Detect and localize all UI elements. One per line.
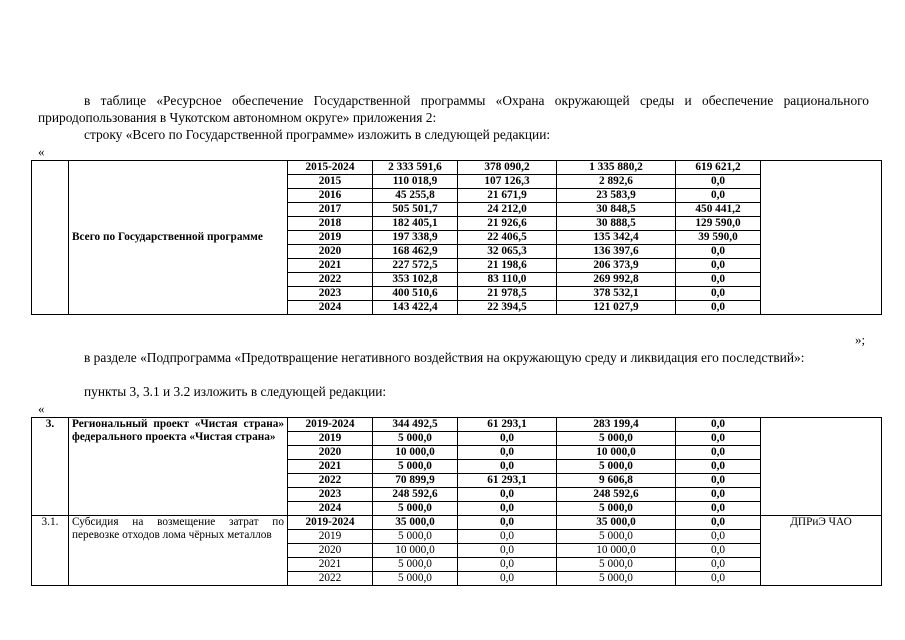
value-cell: 0,0 [676,245,761,259]
value-cell: 9 606,8 [557,474,676,488]
period-cell: 2021 [288,460,373,474]
value-cell: 0,0 [676,432,761,446]
value-cell: 135 342,4 [557,231,676,245]
value-cell: 10 000,0 [557,544,676,558]
value-cell: 35 000,0 [373,516,458,530]
value-cell: 0,0 [458,516,557,530]
value-cell: 5 000,0 [557,460,676,474]
period-cell: 2021 [288,558,373,572]
value-cell: 0,0 [676,287,761,301]
value-cell: 248 592,6 [557,488,676,502]
closing-quote: »; [855,332,866,347]
value-cell: 39 590,0 [676,231,761,245]
value-cell: 0,0 [458,488,557,502]
period-cell: 2019 [288,530,373,544]
period-cell: 2024 [288,502,373,516]
period-cell: 2021 [288,259,373,273]
paragraph-row-instruction: строку «Всего по Государственной программе» изложить в следующей редакции: [84,127,551,142]
value-cell: 5 000,0 [557,572,676,586]
value-cell: 0,0 [676,544,761,558]
value-cell: 110 018,9 [373,175,458,189]
value-cell: 0,0 [676,474,761,488]
value-cell: 0,0 [676,572,761,586]
value-cell: 5 000,0 [557,558,676,572]
value-cell: 61 293,1 [458,418,557,432]
item-name-cell: Региональный проект «Чистая страна» федерального проекта «Чистая страна» [69,418,288,516]
value-cell: 70 899,9 [373,474,458,488]
value-cell: 0,0 [458,502,557,516]
table-row [32,516,882,530]
value-cell: 24 212,0 [458,203,557,217]
value-cell: 0,0 [458,558,557,572]
value-cell: 227 572,5 [373,259,458,273]
executor-cell [761,161,882,315]
value-cell: 2 892,6 [557,175,676,189]
value-cell: 5 000,0 [373,502,458,516]
paragraph-items-instruction: пункты 3, 3.1 и 3.2 изложить в следующей редакции: [84,384,387,399]
value-cell: 0,0 [676,558,761,572]
paragraph-subprogram-section: в разделе «Подпрограмма «Предотвращение негативного воздействия на окружающую среду и ликвидация его последствий»: [84,350,805,365]
executor-cell [761,418,882,516]
value-cell: 197 338,9 [373,231,458,245]
period-cell: 2015 [288,175,373,189]
opening-quote-1: « [38,144,45,159]
value-cell: 1 335 880,2 [557,161,676,175]
total-program-table [31,160,882,315]
period-cell: 2024 [288,301,373,315]
value-cell: 0,0 [676,460,761,474]
value-cell: 5 000,0 [557,432,676,446]
value-cell: 21 926,6 [458,217,557,231]
value-cell: 30 848,5 [557,203,676,217]
period-cell: 2016 [288,189,373,203]
value-cell: 0,0 [676,273,761,287]
value-cell: 5 000,0 [373,572,458,586]
item-number-cell: 3. [32,418,69,516]
value-cell: 0,0 [458,544,557,558]
period-cell: 2020 [288,446,373,460]
period-cell: 2015-2024 [288,161,373,175]
value-cell: 0,0 [676,488,761,502]
value-cell: 206 373,9 [557,259,676,273]
period-cell: 2020 [288,245,373,259]
period-cell: 2022 [288,273,373,287]
value-cell: 450 441,2 [676,203,761,217]
value-cell: 5 000,0 [373,432,458,446]
value-cell: 0,0 [458,530,557,544]
value-cell: 505 501,7 [373,203,458,217]
value-cell: 0,0 [676,301,761,315]
value-cell: 378 090,2 [458,161,557,175]
value-cell: 35 000,0 [557,516,676,530]
value-cell: 61 293,1 [458,474,557,488]
value-cell: 10 000,0 [373,446,458,460]
value-cell: 32 065,3 [458,245,557,259]
value-cell: 143 422,4 [373,301,458,315]
paragraph-table-intro: в таблице «Ресурсное обеспечение Государственной программы «Охрана окружающей среды и обеспечение рационального природопользования в Чукотском автономном округе» приложения 2: [38,93,869,125]
period-cell: 2018 [288,217,373,231]
value-cell: 2 333 591,6 [373,161,458,175]
period-cell: 2019 [288,432,373,446]
value-cell: 136 397,6 [557,245,676,259]
value-cell: 0,0 [676,259,761,273]
value-cell: 83 110,0 [458,273,557,287]
value-cell: 5 000,0 [373,558,458,572]
period-cell: 2023 [288,488,373,502]
value-cell: 400 510,6 [373,287,458,301]
value-cell: 10 000,0 [373,544,458,558]
period-cell: 2019 [288,231,373,245]
period-cell: 2017 [288,203,373,217]
executor-cell: ДПРиЭ ЧАО [761,516,882,586]
value-cell: 0,0 [676,189,761,203]
value-cell: 0,0 [458,446,557,460]
value-cell: 5 000,0 [373,460,458,474]
value-cell: 23 583,9 [557,189,676,203]
value-cell: 378 532,1 [557,287,676,301]
value-cell: 248 592,6 [373,488,458,502]
subprogram-items-table [31,417,882,586]
value-cell: 5 000,0 [373,530,458,544]
value-cell: 10 000,0 [557,446,676,460]
value-cell: 0,0 [676,502,761,516]
value-cell: 21 198,6 [458,259,557,273]
period-cell: 2019-2024 [288,418,373,432]
item-name-cell: Всего по Государственной программе [69,161,288,315]
value-cell: 0,0 [458,432,557,446]
value-cell: 0,0 [458,460,557,474]
period-cell: 2023 [288,287,373,301]
value-cell: 107 126,3 [458,175,557,189]
value-cell: 283 199,4 [557,418,676,432]
value-cell: 5 000,0 [557,502,676,516]
value-cell: 269 992,8 [557,273,676,287]
item-number-cell: 3.1. [32,516,69,586]
value-cell: 21 671,9 [458,189,557,203]
value-cell: 0,0 [458,572,557,586]
item-number-cell [32,161,69,315]
value-cell: 22 394,5 [458,301,557,315]
value-cell: 45 255,8 [373,189,458,203]
value-cell: 0,0 [676,446,761,460]
value-cell: 121 027,9 [557,301,676,315]
period-cell: 2019-2024 [288,516,373,530]
value-cell: 0,0 [676,175,761,189]
value-cell: 168 462,9 [373,245,458,259]
value-cell: 619 621,2 [676,161,761,175]
value-cell: 0,0 [676,516,761,530]
value-cell: 353 102,8 [373,273,458,287]
value-cell: 5 000,0 [557,530,676,544]
value-cell: 22 406,5 [458,231,557,245]
period-cell: 2020 [288,544,373,558]
value-cell: 129 590,0 [676,217,761,231]
value-cell: 182 405,1 [373,217,458,231]
item-name-cell: Субсидия на возмещение затрат по перевозке отходов лома чёрных металлов [69,516,288,586]
opening-quote-2: « [38,401,45,416]
table-row [32,418,882,432]
value-cell: 21 978,5 [458,287,557,301]
value-cell: 0,0 [676,530,761,544]
value-cell: 30 888,5 [557,217,676,231]
period-cell: 2022 [288,572,373,586]
table-row [32,161,882,175]
value-cell: 344 492,5 [373,418,458,432]
period-cell: 2022 [288,474,373,488]
value-cell: 0,0 [676,418,761,432]
